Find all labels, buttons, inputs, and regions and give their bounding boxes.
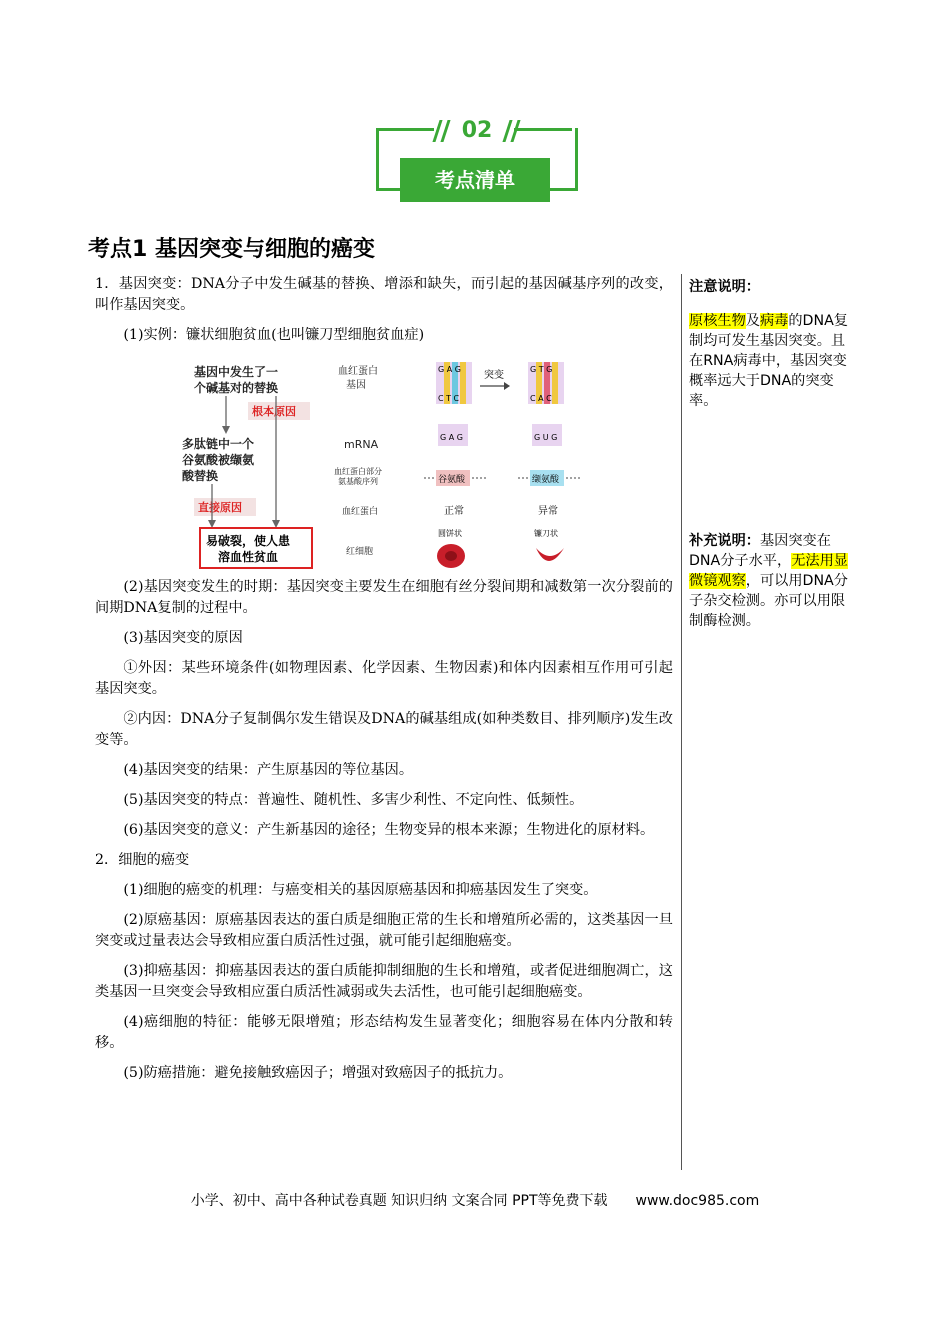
row-label: 血红蛋白部分 bbox=[334, 467, 382, 476]
paragraph: (4)基因突变的结果：产生原基因的等位基因。 bbox=[123, 762, 414, 778]
paragraph: 2．细胞的癌变 bbox=[95, 852, 190, 868]
row-label: 红细胞 bbox=[346, 547, 374, 557]
badge-line-left bbox=[376, 128, 434, 131]
dna-seq: C A C bbox=[530, 394, 552, 403]
fig-left-text: 酸替换 bbox=[182, 469, 219, 483]
row-label: 血红蛋白 bbox=[338, 366, 378, 377]
paragraph: ①外因：某些环境条件(如物理因素、化学因素、生物因素)和体内因素相互作用可引起基因突变。 bbox=[95, 660, 673, 697]
highlight: 病毒 bbox=[759, 313, 789, 329]
sickle-cell-diagram bbox=[182, 356, 584, 568]
note-body-2 bbox=[689, 531, 855, 631]
row-label: mRNA bbox=[344, 438, 379, 451]
base-bar bbox=[552, 362, 558, 404]
dna-seq: C T C bbox=[438, 394, 460, 403]
section-badge bbox=[376, 118, 576, 204]
note-title: 注意说明： bbox=[689, 279, 760, 295]
note-title: 补充说明： bbox=[689, 533, 760, 549]
paragraph: (1)细胞的癌变的机理：与癌变相关的基因原癌基因和抑癌基因发生了突变。 bbox=[123, 882, 598, 898]
footer-text: 小学、初中、高中各种试卷真题 知识归纳 文案合同 PPT等免费下载 bbox=[190, 1193, 608, 1209]
aa-label: 谷氨酸 bbox=[438, 475, 466, 485]
row-label: 氨基酸序列 bbox=[338, 477, 378, 486]
note-text: 及 bbox=[745, 313, 760, 329]
cell-center bbox=[445, 551, 457, 561]
badge-line-right bbox=[514, 128, 572, 131]
arrow-head bbox=[222, 426, 230, 434]
section-title: 考点1 基因突变与细胞的癌变 bbox=[88, 237, 375, 262]
mrna-seq: G U G bbox=[534, 433, 558, 442]
highlight: 无法用显微镜观察 bbox=[689, 553, 848, 589]
result-text: 易破裂，使人患 bbox=[206, 534, 291, 548]
paragraph: (5)防癌措施：避免接触致癌因子；增强对致癌因子的抵抗力。 bbox=[123, 1065, 513, 1081]
direct-cause-tag: 直接原因 bbox=[198, 501, 242, 514]
paragraph: ②内因：DNA分子复制偶尔发生错误及DNA的碱基组成(如种类数目、排列顺序)发生改变等。 bbox=[95, 711, 673, 748]
badge-label: 考点清单 bbox=[400, 158, 550, 202]
footer-url: www.doc985.com bbox=[635, 1193, 760, 1209]
fig-left-text: 个碱基对的替换 bbox=[194, 381, 279, 395]
arrow-head bbox=[208, 520, 216, 528]
page-footer bbox=[0, 1190, 950, 1210]
paragraph: (4)癌细胞的特征：能够无限增殖；形态结构发生显著变化；细胞容易在体内分散和转移。 bbox=[95, 1014, 673, 1051]
paragraph: (2)原癌基因：原癌基因表达的蛋白质是细胞正常的生长和增殖所必需的，这类基因一旦突变或过量表达会导致相应蛋白质活性过强，就可能引起细胞癌变。 bbox=[95, 912, 673, 949]
row-label: 基因 bbox=[346, 380, 366, 391]
side-notes bbox=[689, 277, 855, 631]
dna-seq: G T G bbox=[530, 365, 553, 374]
paragraph: (1)实例：镰状细胞贫血(也叫镰刀型细胞贫血症) bbox=[123, 327, 425, 343]
fig-left-text: 谷氨酸被缬氨 bbox=[182, 453, 255, 467]
note-text: 基因突变在DNA分子水平， bbox=[689, 533, 831, 569]
note-text: 的DNA复制均可发生基因突变。且在RNA病毒中，基因突变概率远大于DNA的突变率。 bbox=[689, 313, 848, 409]
paragraph: (2)基因突变发生的时期：基因突变主要发生在细胞有丝分裂间期和减数第一次分裂前的间期DNA复制的过程中。 bbox=[95, 579, 673, 616]
highlight: 原核生物 bbox=[689, 313, 746, 329]
arrow-head bbox=[272, 520, 280, 528]
fig-left-text: 基因中发生了一 bbox=[194, 365, 279, 379]
paragraph: (3)基因突变的原因 bbox=[123, 630, 243, 646]
arrow-head bbox=[504, 382, 510, 390]
hb-label: 正常 bbox=[444, 506, 464, 517]
paragraph: (6)基因突变的意义：产生新基因的途径；生物变异的根本来源；生物进化的原材料。 bbox=[123, 822, 655, 838]
column-divider bbox=[681, 274, 682, 1170]
result-text: 溶血性贫血 bbox=[218, 550, 279, 564]
fig-left-text: 多肽链中一个 bbox=[182, 437, 255, 451]
mrna-seq: G A G bbox=[440, 433, 463, 442]
hb-label: 异常 bbox=[538, 506, 558, 517]
note-body bbox=[689, 311, 855, 411]
cell-label: 镰刀状 bbox=[534, 529, 558, 538]
paragraph: (5)基因突变的特点：普遍性、随机性、多害少利性、不定向性、低频性。 bbox=[123, 792, 584, 808]
sickle-red-cell bbox=[536, 548, 564, 561]
note-text: ，可以用DNA分子杂交检测。亦可以用限制酶检测。 bbox=[689, 573, 848, 629]
dna-seq: G A G bbox=[438, 365, 461, 374]
root-cause-tag: 根本原因 bbox=[252, 405, 296, 418]
row-label: 血红蛋白 bbox=[342, 507, 379, 517]
cell-label: 圆饼状 bbox=[438, 529, 462, 538]
paragraph: 1．基因突变：DNA分子中发生碱基的替换、增添和缺失，而引起的基因碱基序列的改变，叫作基因突变。 bbox=[95, 276, 673, 313]
aa-label: 缬氨酸 bbox=[532, 475, 560, 485]
badge-number: 02 bbox=[461, 118, 493, 143]
paragraph: (3)抑癌基因：抑癌基因表达的蛋白质能抑制细胞的生长和增殖，或者促进细胞凋亡，这类基因一旦突变会导致相应蛋白质活性减弱或失去活性，也可能引起细胞癌变。 bbox=[95, 963, 673, 1000]
mutation-label: 突变 bbox=[484, 370, 504, 381]
